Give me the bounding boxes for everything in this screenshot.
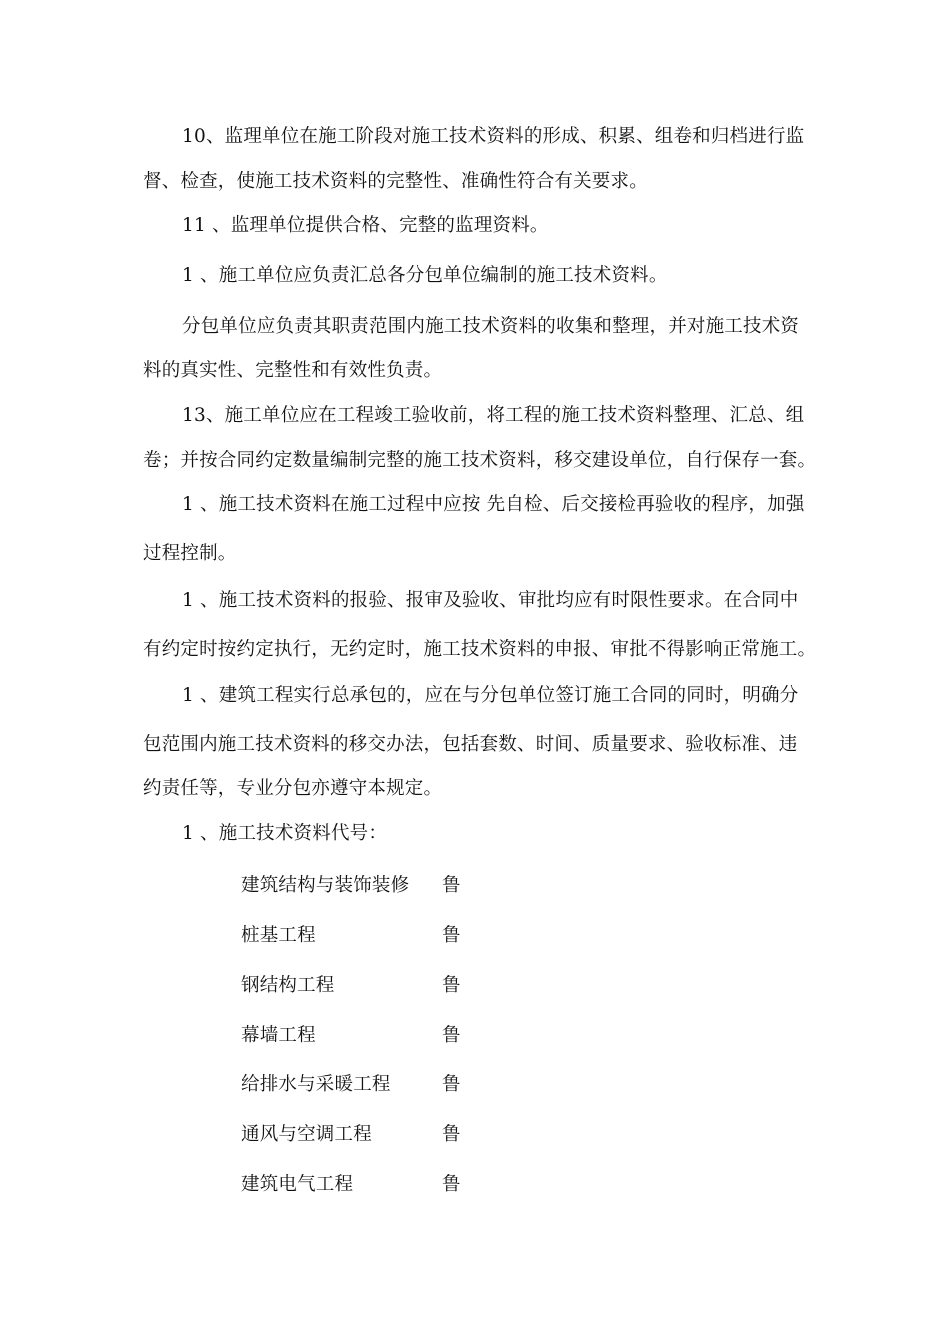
code-row-code: 鲁 <box>442 975 461 996</box>
paragraph-11: 11 、监理单位提供合格、完整的监理资料。 <box>182 215 549 236</box>
paragraph-14-line-2: 过程控制。 <box>143 543 237 564</box>
code-row-name: 通风与空调工程 <box>241 1124 372 1145</box>
code-row-name: 建筑电气工程 <box>241 1174 354 1195</box>
code-row-name: 给排水与采暖工程 <box>241 1074 391 1095</box>
paragraph-16-line-3: 约责任等，专业分包亦遵守本规定。 <box>143 778 443 799</box>
paragraph-15-line-1: 1 、施工技术资料的报验、报审及验收、审批均应有时限性要求。在合同中 <box>182 590 799 611</box>
paragraph-12b-line-2: 料的真实性、完整性和有效性负责。 <box>143 360 443 381</box>
paragraph-16-line-1: 1 、建筑工程实行总承包的，应在与分包单位签订施工合同的同时，明确分 <box>182 685 799 706</box>
paragraph-13-line-1: 13、施工单位应在工程竣工验收前，将工程的施工技术资料整理、汇总、组 <box>182 405 805 426</box>
paragraph-17: 1 、施工技术资料代号： <box>182 823 388 844</box>
paragraph-10-line-1 <box>182 125 808 149</box>
code-row-code: 鲁 <box>442 1124 461 1145</box>
code-row-code: 鲁 <box>442 1074 461 1095</box>
code-row-code: 鲁 <box>442 1174 461 1195</box>
code-row-code: 鲁 <box>442 1025 461 1046</box>
paragraph-10-line-2: 督、检查，使施工技术资料的完整性、准确性符合有关要求。 <box>143 171 648 192</box>
paragraph-10-line-1-text: 10、监理单位在施工阶段对施工技术资料的形成、积累、组卷和归档进行监 <box>182 126 805 147</box>
paragraph-12: 1 、施工单位应负责汇总各分包单位编制的施工技术资料。 <box>182 265 668 286</box>
code-row-name: 桩基工程 <box>241 925 316 946</box>
paragraph-14-line-1: 1 、施工技术资料在施工过程中应按 先自检、后交接检再验收的程序，加强 <box>182 494 805 515</box>
paragraph-15-line-2: 有约定时按约定执行，无约定时，施工技术资料的申报、审批不得影响正常施工。 <box>143 639 817 660</box>
paragraph-13-line-2: 卷；并按合同约定数量编制完整的施工技术资料，移交建设单位，自行保存一套。 <box>143 450 817 471</box>
code-row-name: 钢结构工程 <box>241 975 335 996</box>
code-row-code: 鲁 <box>442 875 461 896</box>
paragraph-12b-line-1: 分包单位应负责其职责范围内施工技术资料的收集和整理，并对施工技术资 <box>182 316 800 337</box>
paragraph-16-line-2: 包范围内施工技术资料的移交办法，包括套数、时间、质量要求、验收标准、违 <box>143 734 798 755</box>
code-row-code: 鲁 <box>442 925 461 946</box>
code-row-name: 幕墙工程 <box>241 1025 316 1046</box>
code-row-name: 建筑结构与装饰装修 <box>241 875 410 896</box>
